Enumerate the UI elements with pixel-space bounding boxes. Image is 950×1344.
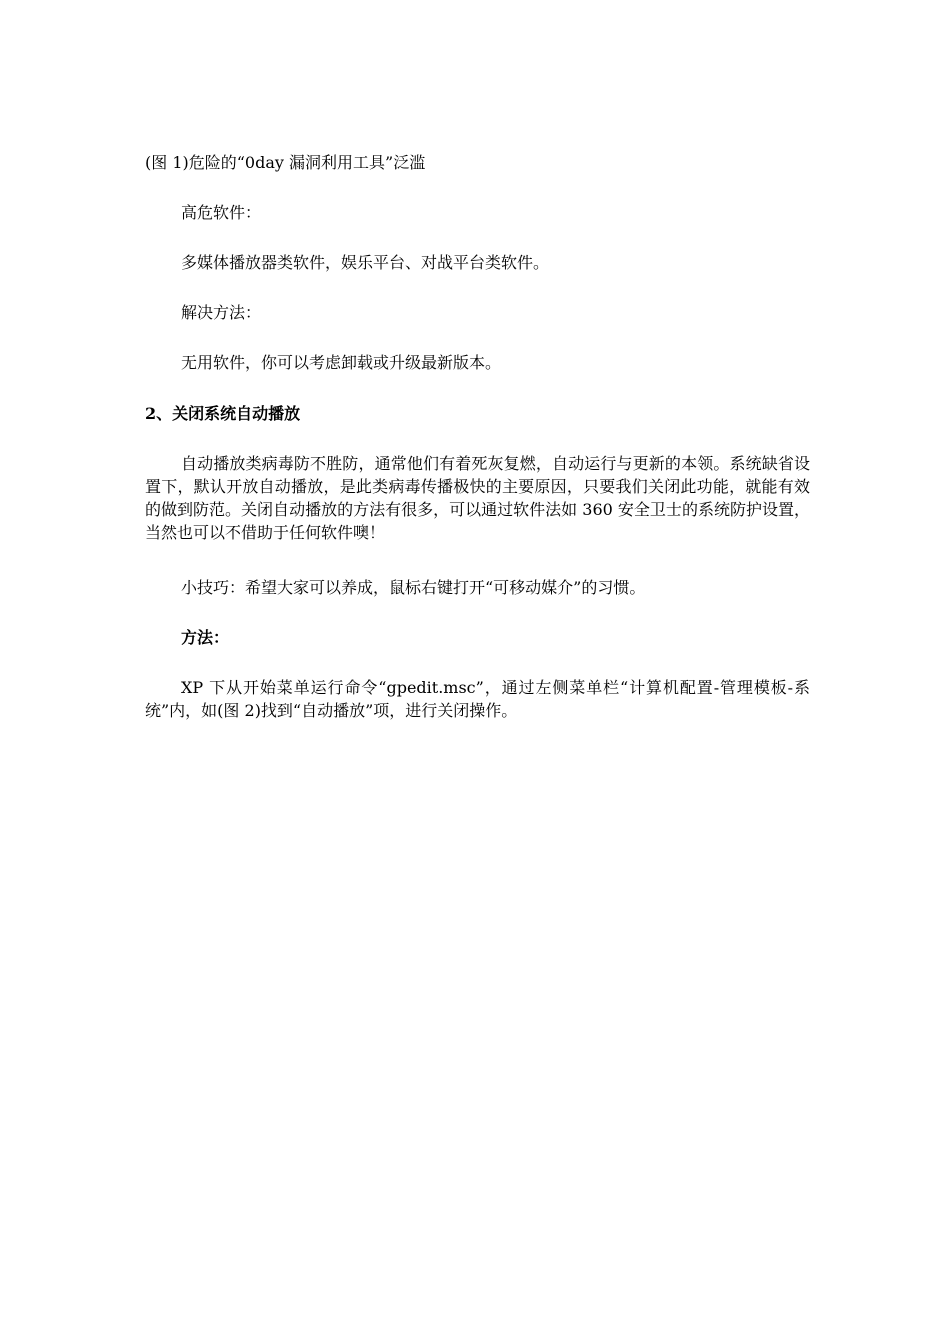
tip-text: 小技巧：希望大家可以养成，鼠标右键打开“可移动媒介”的习惯。: [181, 578, 646, 597]
figure-caption: (图 1)危险的“0day 漏洞利用工具”泛滥: [145, 153, 426, 172]
high-risk-text: 多媒体播放器类软件，娱乐平台、对战平台类软件。: [181, 253, 550, 272]
solution-text: 无用软件，你可以考虑卸载或升级最新版本。: [181, 353, 502, 372]
section-body: 自动播放类病毒防不胜防，通常他们有着死灰复燃，自动运行与更新的本领。系统缺省设置下，默认开放自动播放，是此类病毒传播极快的主要原因，只要我们关闭此功能，就能有效的做到防范。关闭自动播放的方法有很多，可以通过软件法如 360 安全卫士的系统防护设置，当然也可以不借助于任何软件噢！: [145, 454, 810, 542]
method-label: 方法：: [181, 628, 230, 647]
high-risk-label: 高危软件：: [181, 203, 262, 222]
solution-label: 解决方法：: [181, 303, 262, 322]
method-body: XP 下从开始菜单运行命令“gpedit.msc”，通过左侧菜单栏“计算机配置-管理模板-系统”内，如(图 2)找到“自动播放”项，进行关闭操作。: [145, 678, 810, 720]
section-heading: 2、关闭系统自动播放: [145, 404, 301, 423]
